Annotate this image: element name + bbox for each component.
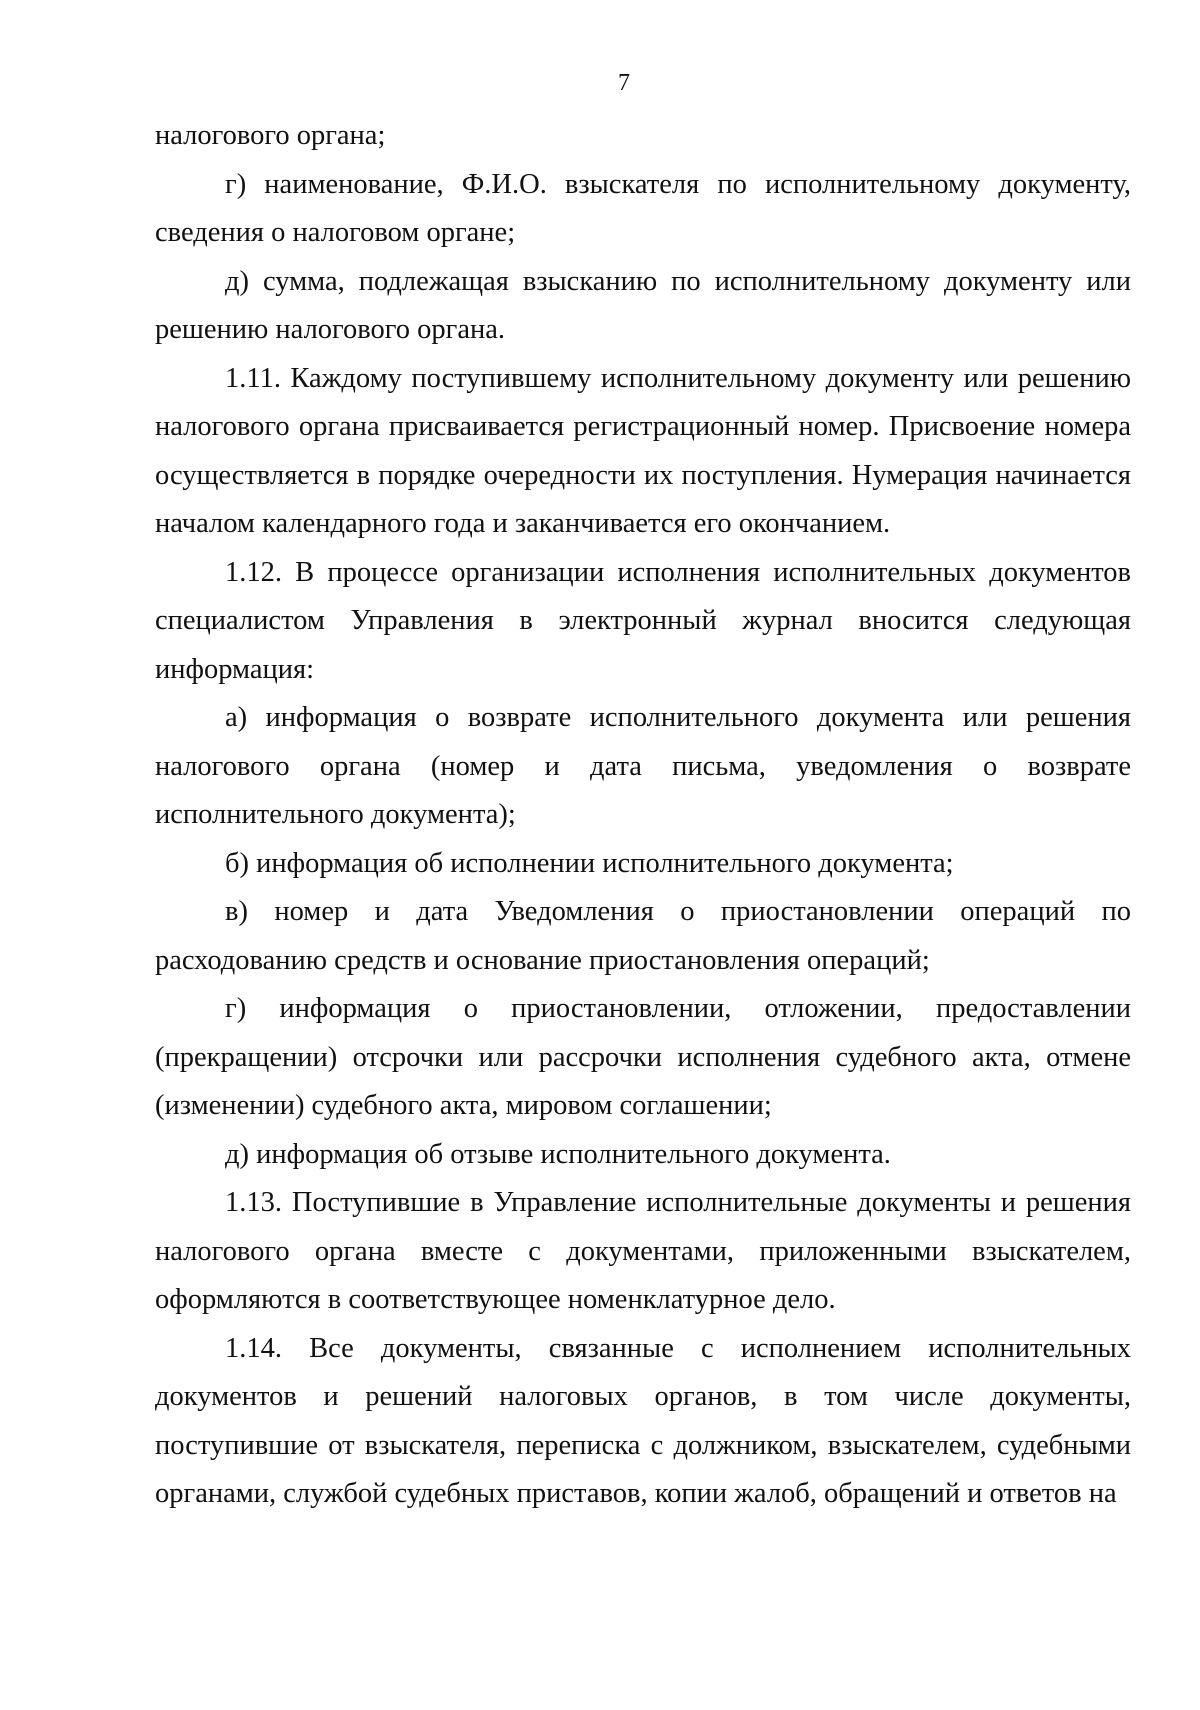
paragraph-1-12-g: г) информация о приостановлении, отложении, предоставлении (прекращении) отсрочки или рассрочки исполнения судебного акта, отмене (изменении) судебного акта, мировом соглашении; [155,993,1131,1121]
page-number: 7 [618,70,630,96]
paragraph-item-d: д) сумма, подлежащая взысканию по исполнительному документу или решению налогового органа. [155,265,1131,345]
paragraph-1-12: 1.12. В процессе организации исполнения исполнительных документов специалистом Управления в электронный журнал вносится следующая информация: [155,556,1131,685]
paragraph-1-12-a: а) информация о возврате исполнительного документа или решения налогового органа (номер и дата письма, уведомления о возврате исполнительного документа); [155,702,1131,830]
paragraph-1-12-b: б) информация об исполнении исполнительного документа; [225,847,954,879]
paragraph-item-g: г) наименование, Ф.И.О. взыскателя по исполнительному документу, сведения о налоговом органе; [155,168,1131,248]
document-body [155,112,1131,1519]
paragraph-1-13: 1.13. Поступившие в Управление исполнительные документы и решения налогового органа вместе с документами, приложенными взыскателем, оформляются в соответствующее номенклатурное дело. [155,1187,1131,1315]
paragraph-1-14: 1.14. Все документы, связанные с исполнением исполнительных документов и решений налоговых органов, в том числе документы, поступившие от взыскателя, переписка с должником, взыскателем, судебными органами, службой судебных приставов, копии жалоб, обращений и ответов на [155,1332,1131,1509]
paragraph-continuation: налогового органа; [155,120,386,151]
paragraph-1-12-d: д) информация об отзыве исполнительного документа. [225,1138,891,1170]
paragraph-1-12-v: в) номер и дата Уведомления о приостановлении операций по расходованию средств и основание приостановления операций; [155,896,1131,976]
paragraph-1-11: 1.11. Каждому поступившему исполнительному документу или решению налогового органа присваивается регистрационный номер. Присвоение номера осуществляется в порядке очередности их поступления. Нумерация начинается началом календарного года и заканчивается его окончанием. [155,362,1131,539]
